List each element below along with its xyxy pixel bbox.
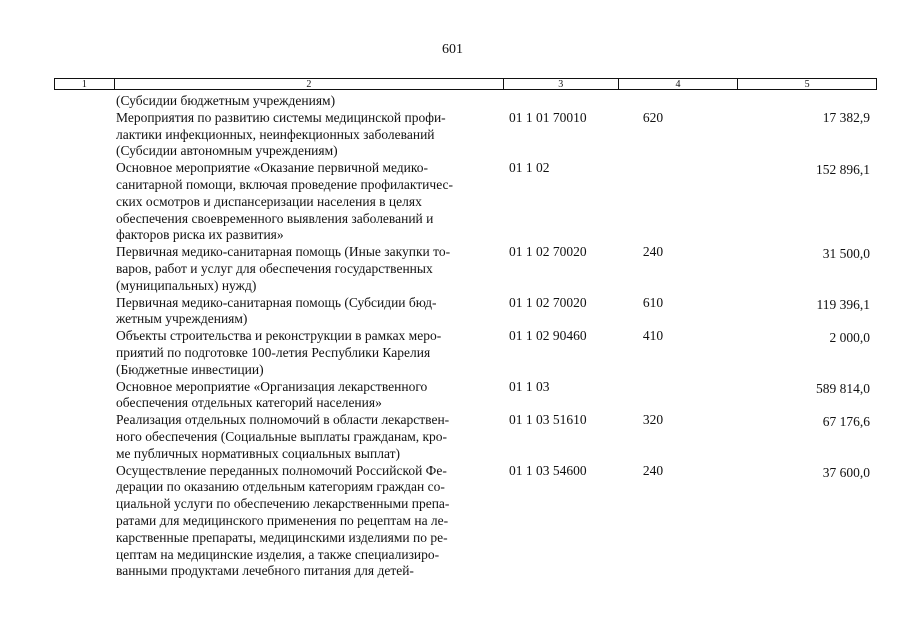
description-line: (муниципальных) нужд) xyxy=(116,277,257,293)
column-header-5: 5 xyxy=(804,79,810,90)
row-code: 01 1 03 xyxy=(509,378,550,394)
description-line: санитарной помощи, включая проведение профилактичес- xyxy=(116,176,454,192)
description-line: факторов риска их развития» xyxy=(116,227,284,243)
description-line: варов, работ и услуг для обеспечения государственных xyxy=(116,260,433,276)
description-line: Основное мероприятие «Оказание первичной медико- xyxy=(116,160,429,176)
description-line: приятий по подготовке 100-летия Республики Карелия xyxy=(116,344,431,360)
description-line: ских осмотров и диспансеризации населения в целях xyxy=(116,193,422,209)
description-line: Первичная медико-санитарная помощь (Субсидии бюд- xyxy=(116,294,437,310)
row-amount xyxy=(688,93,876,110)
description-line: обеспечения своевременного выявления заболеваний и xyxy=(116,210,434,226)
description-line: ного обеспечения (Социальные выплаты гражданам, кро- xyxy=(116,428,448,444)
budget-table-body xyxy=(116,93,876,580)
row-amount: 37 600,0 xyxy=(822,464,870,480)
description-line: Мероприятия по развитию системы медицинской профи- xyxy=(116,109,446,125)
description-line: карственные препараты, медицинскими изделиями по ре- xyxy=(116,529,448,545)
row-code: 01 1 03 54600 xyxy=(509,462,587,478)
description-line: цептам на медицинские изделия, а также специализиро- xyxy=(116,546,440,562)
description-line: Основное мероприятие «Организация лекарственного xyxy=(116,378,428,394)
description-line: Реализация отдельных полномочий в области лекарствен- xyxy=(116,412,450,428)
page-number: 601 xyxy=(442,42,463,57)
row-amount: 67 176,6 xyxy=(822,414,870,430)
row-code: 01 1 03 51610 xyxy=(509,412,587,428)
row-type: 240 xyxy=(642,244,664,260)
column-header-2: 2 xyxy=(115,79,504,89)
row-amount: 589 814,0 xyxy=(816,380,870,396)
description-line: ме публичных нормативных социальных выплат) xyxy=(116,445,401,461)
row-type: 320 xyxy=(642,412,664,428)
row-code xyxy=(494,93,618,110)
row-type: 610 xyxy=(642,294,664,310)
row-code: 01 1 02 70020 xyxy=(509,294,587,310)
table-row xyxy=(116,244,876,294)
row-code: 01 1 02 90460 xyxy=(509,328,587,344)
table-row xyxy=(116,160,876,244)
row-code: 01 1 02 xyxy=(509,160,550,176)
row-description xyxy=(116,160,494,244)
row-description xyxy=(116,93,494,110)
description-line: (Субсидии бюджетным учреждениям) xyxy=(116,93,336,108)
description-line: дерации по оказанию отдельным категориям граждан со- xyxy=(116,479,445,495)
description-line: Первичная медико-санитарная помощь (Иные закупки то- xyxy=(116,244,451,260)
column-header-4: 4 xyxy=(619,79,739,89)
column-header-3: 3 xyxy=(504,79,619,89)
row-type xyxy=(618,160,688,244)
row-description xyxy=(116,244,494,294)
row-amount: 152 896,1 xyxy=(816,162,870,178)
row-code: 01 1 01 70010 xyxy=(509,109,587,125)
row-amount: 17 382,9 xyxy=(822,109,870,125)
description-line: обеспечения отдельных категорий населения» xyxy=(116,395,382,411)
description-line: циальной услуги по обеспечению лекарственными препа- xyxy=(116,496,450,512)
table-row xyxy=(116,93,876,110)
row-amount: 119 396,1 xyxy=(816,296,870,312)
row-description xyxy=(116,412,494,462)
row-amount: 31 500,0 xyxy=(822,246,870,262)
row-description xyxy=(116,463,494,581)
description-line: жетным учреждениям) xyxy=(116,311,248,327)
table-row xyxy=(116,412,876,462)
table-row xyxy=(116,295,876,329)
column-header-1: 1 xyxy=(55,79,115,89)
row-description xyxy=(116,328,494,378)
description-line: (Субсидии автономным учреждениям) xyxy=(116,143,338,159)
row-type xyxy=(618,93,688,110)
description-line: Осуществление переданных полномочий Российской Фе- xyxy=(116,462,447,478)
row-type: 410 xyxy=(642,328,664,344)
row-type: 620 xyxy=(642,109,664,125)
description-line: Объекты строительства и реконструкции в рамках меро- xyxy=(116,328,442,344)
table-row xyxy=(116,110,876,160)
row-code: 01 1 02 70020 xyxy=(509,244,587,260)
row-type xyxy=(618,379,688,413)
description-line: лактики инфекционных, неинфекционных заболеваний xyxy=(116,126,435,142)
table-row xyxy=(116,463,876,581)
row-amount: 2 000,0 xyxy=(829,330,870,346)
description-line: ратами для медицинского применения по рецептам на ле- xyxy=(116,512,449,528)
row-description xyxy=(116,295,494,329)
row-description xyxy=(116,110,494,160)
row-description xyxy=(116,379,494,413)
table-row xyxy=(116,328,876,378)
description-line: (Бюджетные инвестиции) xyxy=(116,361,264,377)
description-line: ванными продуктами лечебного питания для детей- xyxy=(116,563,414,579)
table-column-header xyxy=(54,78,877,90)
row-type: 240 xyxy=(642,462,664,478)
table-row xyxy=(116,379,876,413)
